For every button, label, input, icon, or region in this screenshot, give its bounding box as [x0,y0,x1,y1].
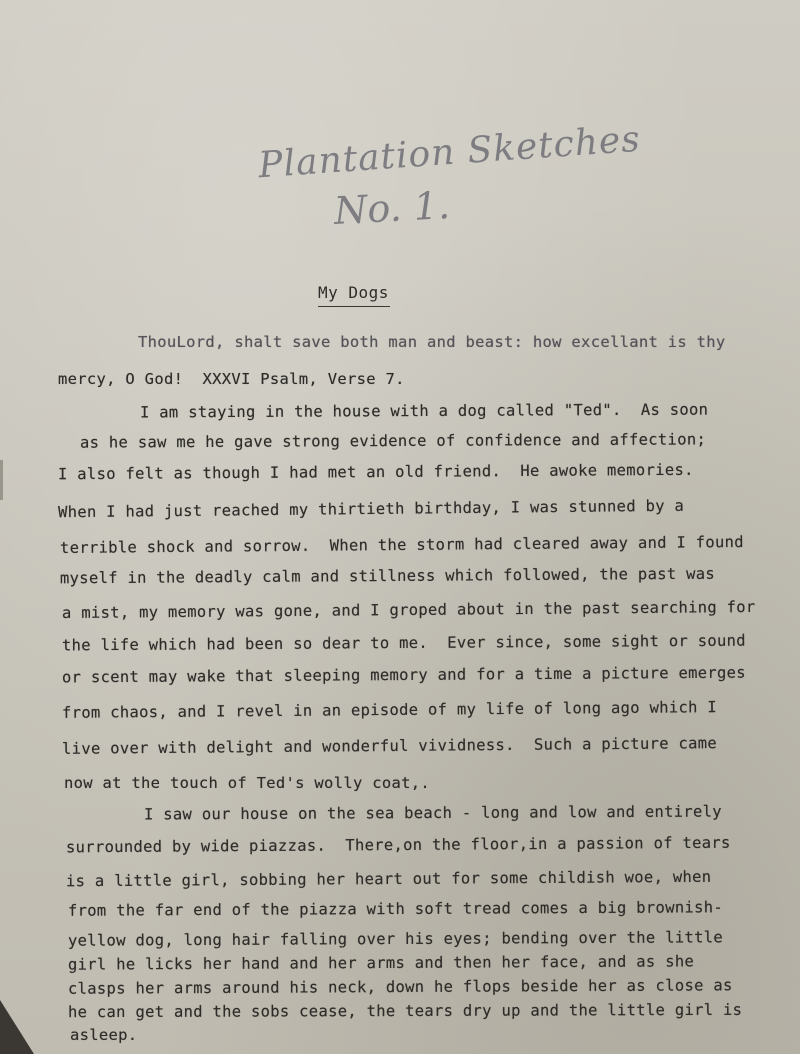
folded-corner [0,1000,34,1054]
text-line-5: I also felt as though I had met an old friend. He awoke memories. [57,460,694,484]
text-line-20: girl he licks her hand and her arms and then her face, and as she [67,952,695,974]
text-line-6: When I had just reached my thirtieth birthday, I was stunned by a [57,496,685,522]
paper-tear [0,460,3,500]
text-line-17: is a little girl, sobbing her heart out for some childish woe, when [65,867,712,891]
text-line-10: the life which had been so dear to me. Ever since, some sight or sound [61,631,746,655]
text-line-23: asleep. [70,1026,138,1044]
text-line-19: yellow dog, long hair falling over his eyes; bending over the little [67,928,724,950]
text-line-16: surrounded by wide piazzas. There,on the floor,in a passion of tears [65,833,731,857]
text-line-22: he can get and the sobs cease, the tears dry up and the little girl is [67,1000,743,1022]
document-title: My Dogs [318,283,389,302]
handwritten-note-line-2: No. 1. [332,182,451,234]
text-line-21: clasps her arms around his neck, down he flops beside her as close as [67,976,733,998]
text-line-18: from the far end of the piazza with soft tread comes a big brownish- [67,898,724,920]
text-line-14: now at the touch of Ted's wolly coat,. [64,774,431,792]
text-line-2: mercy, O God! XXXVI Psalm, Verse 7. [58,370,405,388]
text-line-8: myself in the deadly calm and stillness which followed, the past was [59,564,716,588]
text-line-3: I am staying in the house with a dog called "Ted". As soon [139,400,709,422]
text-line-12: from chaos, and I revel in an episode of my life of long ago which I [61,698,718,722]
text-line-11: or scent may wake that sleeping memory and for a time a picture emerges [61,663,746,687]
text-line-7: terrible shock and sorrow. When the storm had cleared away and I found [59,533,744,557]
text-line-1: ThouLord, shalt save both man and beast: how excellant is thy [138,333,726,351]
text-line-15: I saw our house on the sea beach - long and low and entirely [143,802,722,824]
text-line-13: live over with delight and wonderful vividness. Such a picture came [61,734,718,758]
text-line-9: a mist, my memory was gone, and I groped about in the past searching for [61,597,756,623]
title-underline [318,306,390,307]
handwritten-note-line-1: Plantation Sketches [257,118,642,187]
text-line-4: as he saw me he gave strong evidence of confidence and affection; [79,430,707,452]
